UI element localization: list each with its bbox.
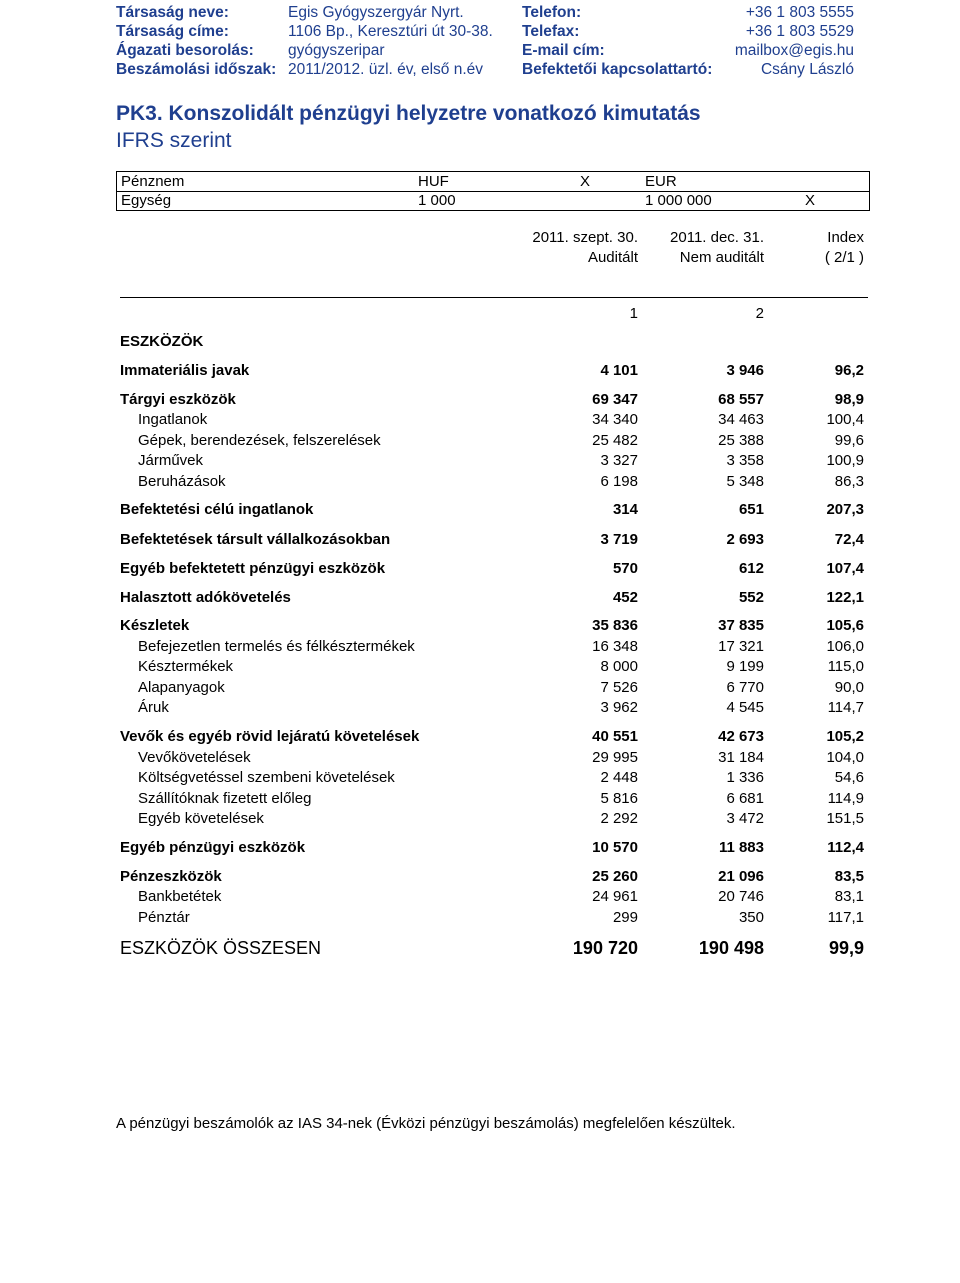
col2-number: 2 [755, 305, 764, 322]
total-index: 99,9 [828, 938, 864, 958]
col3-title: Index [827, 229, 864, 246]
row-col2-value: 31 184 [718, 749, 764, 766]
row-index-value: 98,9 [834, 391, 864, 408]
row-col2-value: 21 096 [718, 868, 764, 885]
row-col2-value: 68 557 [718, 391, 764, 408]
row-col1-value: 5 816 [600, 790, 638, 807]
row-label: Pénztár [138, 909, 190, 926]
row-label: Befektetési célú ingatlanok [120, 501, 314, 518]
row-index-value: 72,4 [834, 531, 864, 548]
row-col2-value: 4 545 [726, 699, 764, 716]
table-row [0, 473, 960, 492]
divider [117, 191, 869, 192]
row-col1-value: 7 526 [600, 679, 638, 696]
row-col1-value: 452 [612, 589, 638, 606]
row-col1-value: 25 260 [592, 868, 638, 885]
row-label: Egyéb követelések [138, 810, 264, 827]
table-row [0, 679, 960, 698]
row-index-value: 151,5 [826, 810, 864, 827]
currency-huf-mark: X [580, 173, 591, 190]
row-index-value: 107,4 [826, 560, 864, 577]
row-label: Immateriális javak [120, 362, 250, 379]
row-label: Késztermékek [138, 658, 234, 675]
row-col1-value: 299 [612, 909, 638, 926]
row-col1-value: 10 570 [592, 839, 638, 856]
row-index-value: 86,3 [834, 473, 864, 490]
col1-status: Auditált [587, 249, 638, 266]
report-subtitle: IFRS szerint [116, 129, 232, 152]
table-row [0, 638, 960, 657]
table-row [0, 617, 960, 636]
table-row [0, 531, 960, 550]
table-row [0, 452, 960, 471]
table-row [0, 699, 960, 718]
col1-number: 1 [629, 305, 638, 322]
row-col1-value: 35 836 [592, 617, 638, 634]
row-label: Befejezetlen termelés és félkésztermékek [138, 638, 415, 655]
col1-date: 2011. szept. 30. [532, 229, 638, 246]
currency-label: Pénznem [121, 173, 185, 190]
row-col1-value: 69 347 [592, 391, 638, 408]
table-row [0, 501, 960, 520]
row-label: Szállítóknak fizetett előleg [138, 790, 312, 807]
header-label: Társaság címe: [116, 23, 229, 40]
unit-million: 1 000 000 [645, 192, 712, 209]
row-col2-value: 612 [738, 560, 764, 577]
header-label: Társaság neve: [116, 4, 229, 21]
row-label: Gépek, berendezések, felszerelések [138, 432, 381, 449]
row-col1-value: 570 [612, 560, 638, 577]
row-index-value: 96,2 [834, 362, 864, 379]
total-col2: 190 498 [698, 938, 764, 958]
header-label: Ágazati besorolás: [116, 42, 254, 59]
row-col2-value: 552 [738, 589, 764, 606]
row-col1-value: 4 101 [600, 362, 638, 379]
row-index-value: 122,1 [826, 589, 864, 606]
table-row [0, 589, 960, 608]
row-label: Beruházások [138, 473, 226, 490]
section-label: ESZKÖZÖK [120, 333, 204, 350]
table-row [0, 839, 960, 858]
row-label: Pénzeszközök [120, 868, 222, 885]
footer-note: A pénzügyi beszámolók az IAS 34-nek (Évközi pénzügyi beszámolás) megfelelően készültek. [116, 1115, 736, 1132]
row-index-value: 90,0 [834, 679, 864, 696]
section-heading [0, 333, 960, 352]
col2-date: 2011. dec. 31. [670, 229, 764, 246]
row-col2-value: 25 388 [718, 432, 764, 449]
row-col2-value: 5 348 [726, 473, 764, 490]
row-col2-value: 37 835 [718, 617, 764, 634]
row-index-value: 83,1 [834, 888, 864, 905]
row-index-value: 114,7 [827, 699, 864, 716]
row-col2-value: 6 681 [726, 790, 764, 807]
row-index-value: 100,9 [826, 452, 864, 469]
unit-label: Egység [121, 192, 172, 209]
row-col2-value: 34 463 [718, 411, 764, 428]
row-col2-value: 3 472 [726, 810, 764, 827]
currency-unit-box [116, 171, 870, 211]
header-row [0, 4, 960, 24]
row-col1-value: 16 348 [592, 638, 638, 655]
col3-formula: ( 2/1 ) [824, 249, 864, 266]
row-label: Halasztott adókövetelés [120, 589, 291, 606]
row-label: Vevők és egyéb rövid lejáratú követelések [120, 728, 420, 745]
row-label: Áruk [138, 699, 169, 716]
row-col1-value: 3 962 [600, 699, 638, 716]
table-row [0, 362, 960, 381]
row-index-value: 99,6 [834, 432, 864, 449]
table-row [0, 769, 960, 788]
table-row [0, 888, 960, 907]
row-col1-value: 8 000 [600, 658, 638, 675]
row-col2-value: 1 336 [726, 769, 764, 786]
row-col2-value: 11 883 [718, 839, 764, 856]
row-col2-value: 20 746 [718, 888, 764, 905]
table-row [0, 432, 960, 451]
row-col2-value: 651 [738, 501, 764, 518]
total-col1: 190 720 [572, 938, 638, 958]
currency-huf: HUF [418, 173, 449, 190]
header-label: Telefax: [522, 23, 580, 40]
row-label: Befektetések társult vállalkozásokban [120, 531, 391, 548]
table-row [0, 909, 960, 928]
row-col2-value: 9 199 [726, 658, 764, 675]
row-index-value: 105,6 [826, 617, 864, 634]
row-label: Költségvetéssel szembeni követelések [138, 769, 395, 786]
row-col1-value: 24 961 [592, 888, 638, 905]
table-row [0, 868, 960, 887]
header-value: gyógyszeripar [288, 42, 385, 59]
report-title: PK3. Konszolidált pénzügyi helyzetre vonatkozó kimutatás [116, 102, 701, 125]
row-index-value: 106,0 [826, 638, 864, 655]
row-label: Egyéb befektetett pénzügyi eszközök [120, 560, 386, 577]
row-col2-value: 2 693 [726, 531, 764, 548]
header-value: +36 1 803 5555 [745, 4, 854, 21]
header-separator [120, 297, 868, 298]
row-label: Alapanyagok [138, 679, 225, 696]
row-label: Készletek [120, 617, 190, 634]
row-index-value: 115,0 [827, 658, 864, 675]
row-index-value: 104,0 [826, 749, 864, 766]
unit-million-mark: X [805, 192, 816, 209]
row-col1-value: 314 [612, 501, 638, 518]
row-col1-value: 25 482 [592, 432, 638, 449]
table-row [0, 560, 960, 579]
row-index-value: 207,3 [826, 501, 864, 518]
header-value: 1106 Bp., Keresztúri út 30-38. [288, 23, 493, 40]
header-value: Egis Gyógyszergyár Nyrt. [288, 4, 464, 21]
row-label: Egyéb pénzügyi eszközök [120, 839, 306, 856]
row-col1-value: 3 719 [600, 531, 638, 548]
header-label: Telefon: [522, 4, 582, 21]
row-label: Járművek [138, 452, 204, 469]
header-label: Beszámolási időszak: [116, 61, 277, 78]
row-index-value: 112,4 [827, 839, 864, 856]
row-index-value: 114,9 [827, 790, 864, 807]
row-col1-value: 2 292 [600, 810, 638, 827]
row-label: Bankbetétek [138, 888, 222, 905]
row-col1-value: 34 340 [592, 411, 638, 428]
table-row [0, 790, 960, 809]
currency-eur: EUR [645, 173, 677, 190]
row-col1-value: 2 448 [600, 769, 638, 786]
row-index-value: 54,6 [834, 769, 864, 786]
row-index-value: 105,2 [826, 728, 864, 745]
row-label: Tárgyi eszközök [120, 391, 236, 408]
header-value: +36 1 803 5529 [745, 23, 854, 40]
row-label: Ingatlanok [138, 411, 208, 428]
total-row [0, 938, 960, 960]
header-value: mailbox@egis.hu [734, 42, 854, 59]
table-row [0, 749, 960, 768]
row-index-value: 117,1 [827, 909, 864, 926]
row-col1-value: 29 995 [592, 749, 638, 766]
row-col1-value: 6 198 [600, 473, 638, 490]
header-row [0, 42, 960, 62]
header-row [0, 61, 960, 81]
header-label: Befektetői kapcsolattartó: [522, 61, 713, 78]
row-index-value: 100,4 [826, 411, 864, 428]
table-row [0, 391, 960, 410]
row-col2-value: 17 321 [718, 638, 764, 655]
row-col1-value: 40 551 [592, 728, 638, 745]
row-col1-value: 3 327 [600, 452, 638, 469]
table-row [0, 658, 960, 677]
row-col2-value: 350 [738, 909, 764, 926]
row-col2-value: 3 946 [726, 362, 764, 379]
total-label: ESZKÖZÖK ÖSSZESEN [120, 938, 322, 958]
header-value: Csány László [760, 61, 854, 78]
unit-thousand: 1 000 [418, 192, 456, 209]
table-row [0, 411, 960, 430]
row-index-value: 83,5 [834, 868, 864, 885]
row-col2-value: 42 673 [718, 728, 764, 745]
table-row [0, 810, 960, 829]
header-label: E-mail cím: [522, 42, 605, 59]
row-label: Vevőkövetelések [138, 749, 251, 766]
col2-status: Nem auditált [679, 249, 764, 266]
table-row [0, 728, 960, 747]
row-col2-value: 3 358 [726, 452, 764, 469]
row-col2-value: 6 770 [726, 679, 764, 696]
header-row [0, 23, 960, 43]
header-value: 2011/2012. üzl. év, első n.év [288, 61, 484, 78]
